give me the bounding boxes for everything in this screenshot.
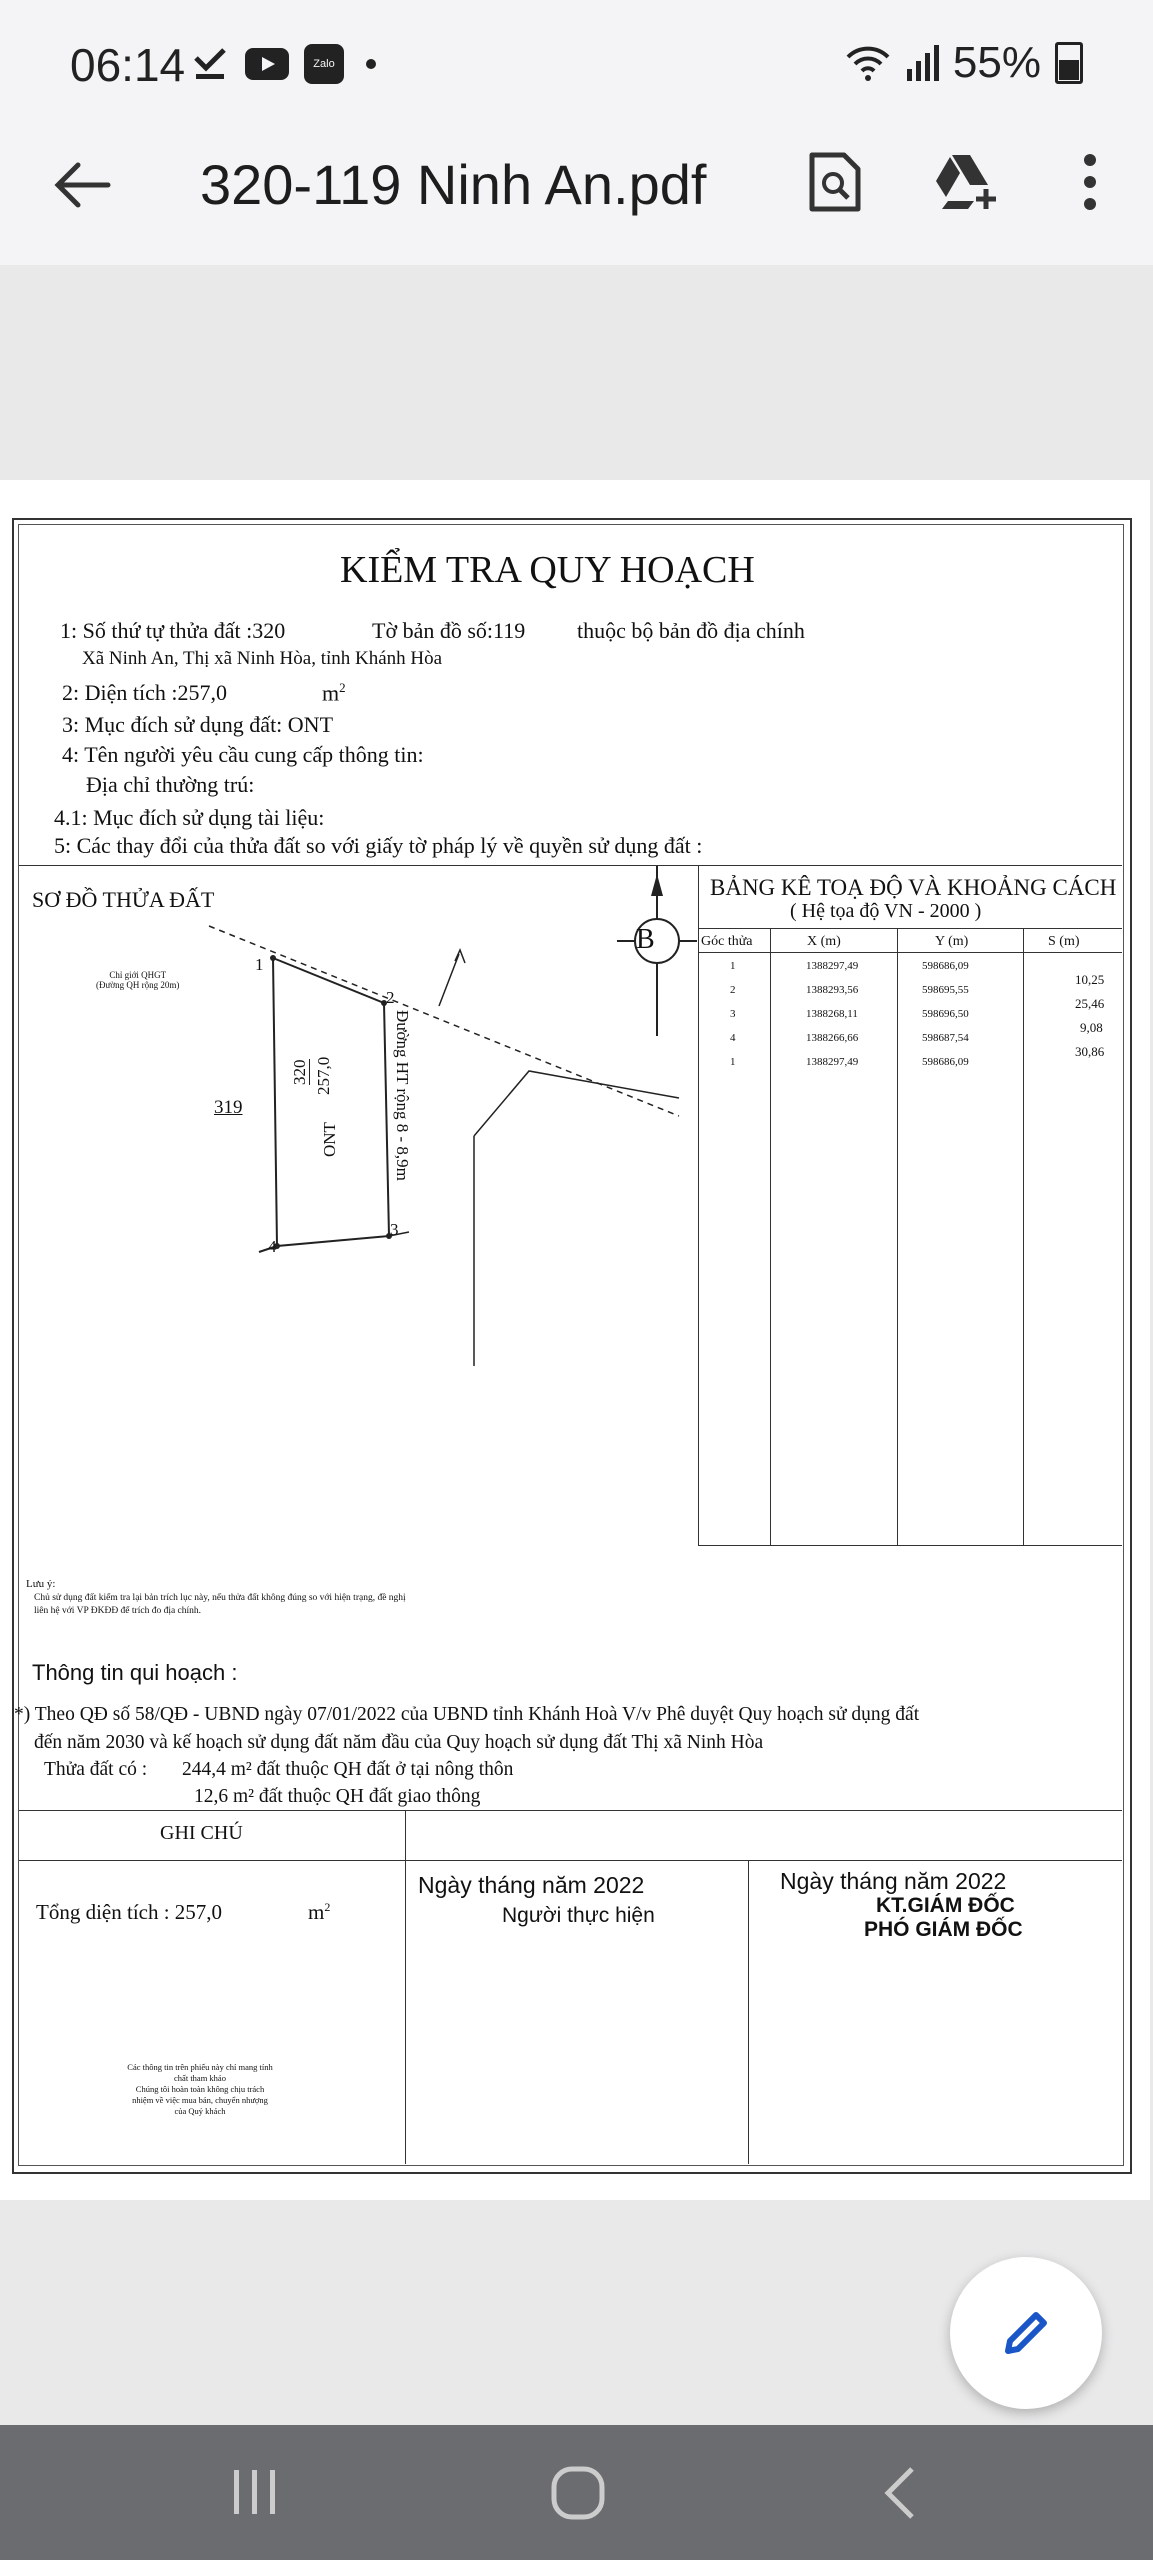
footnote: Các thông tin trên phiếu này chỉ mang tính chất tham khảo Chúng tôi hoàn toàn không chịu trách nhiệm về việc mua bán, chuyển nhượng của Quý khách xyxy=(127,2062,273,2116)
more-options-button[interactable] xyxy=(1050,142,1130,222)
point-2-label: 2 xyxy=(386,988,395,1007)
zalo-icon: Zalo xyxy=(304,44,344,84)
battery-icon xyxy=(1055,42,1083,84)
address-line: Xã Ninh An, Thị xã Ninh Hòa, tỉnh Khánh Hòa xyxy=(82,648,443,669)
date-director: Ngày tháng năm 2022 xyxy=(780,1868,1007,1894)
note-line: liên hệ với VP ĐKĐĐ để trích đo địa chính. xyxy=(34,1606,202,1616)
distance-value: 30,86 xyxy=(1075,1044,1105,1059)
map-sheet-line: Tờ bản đồ số:119 xyxy=(372,618,526,643)
table-line xyxy=(1023,928,1024,1545)
area-unit: $m^2$ xyxy=(322,680,346,706)
signal-icon xyxy=(905,45,939,81)
wifi-icon xyxy=(845,43,891,83)
note-line: Chủ sử dụng đất kiểm tra lại bản trích lục này, nếu thửa đất không đúng so với hiện trạng, đề nghị xyxy=(34,1593,406,1603)
total-area-unit: $m^2$ xyxy=(308,1900,331,1924)
bottom-table-line xyxy=(19,1860,1122,1861)
diagram-title: SƠ ĐỒ THỬA ĐẤT xyxy=(32,887,215,912)
planning-traffic: 12,6 m² đất thuộc QH đất giao thông xyxy=(194,1786,481,1807)
back-nav-icon[interactable] xyxy=(880,2465,920,2521)
distance-value: 9,08 xyxy=(1080,1020,1103,1035)
system-nav-bar xyxy=(0,2425,1153,2560)
recent-apps-icon[interactable] xyxy=(230,2468,280,2516)
more-notifications-dot xyxy=(366,59,376,69)
distance-value: 10,25 xyxy=(1075,972,1105,987)
table-header-y: Y (m) xyxy=(935,934,969,949)
table-line xyxy=(698,952,1122,953)
planning-line: *) Theo QĐ số 58/QĐ - UBND ngày 07/01/2022 của UBND tỉnh Khánh Hoà V/v Phê duyệt Quy hoạch sử dụng đất xyxy=(14,1704,920,1725)
table-subtitle: ( Hệ tọa độ VN - 2000 ) xyxy=(790,900,982,922)
total-area: Tổng diện tích : 257,0 xyxy=(36,1900,223,1924)
more-vert-icon xyxy=(1082,152,1098,212)
changes-line: 5: Các thay đổi của thửa đất so với giấy tờ pháp lý về quyền sử dụng đất : xyxy=(54,833,703,858)
add-to-drive-button[interactable] xyxy=(925,142,1005,222)
residence-line: Địa chỉ thường trú: xyxy=(86,772,255,797)
planning-label: Thửa đất có : xyxy=(44,1759,148,1780)
point-3-label: 3 xyxy=(390,1220,399,1239)
status-bar xyxy=(0,0,1153,130)
map-set-line: thuộc bộ bản đồ địa chính xyxy=(577,618,805,643)
add-to-drive-icon xyxy=(930,151,1000,213)
land-use-line: 3: Mục đích sử dụng đất: ONT xyxy=(62,712,334,737)
pdf-viewer[interactable] xyxy=(0,265,1153,2205)
notes-heading: GHI CHÚ xyxy=(160,1822,243,1844)
search-document-button[interactable] xyxy=(795,142,875,222)
table-line xyxy=(698,928,1122,929)
parcel-diagram xyxy=(19,866,698,1386)
bottom-table-line xyxy=(19,1810,1122,1811)
document-title: 320-119 Ninh An.pdf xyxy=(200,153,707,216)
app-bar xyxy=(0,130,1153,265)
plan-boundary-note: Chỉ giới QHGT (Đường QH rộng 20m) xyxy=(96,970,180,990)
planning-residential: 244,4 m² đất thuộc QH đất ở tại nông thôn xyxy=(182,1759,514,1780)
status-time: 06:14 xyxy=(70,39,186,91)
table-title: BẢNG KÊ TOẠ ĐỘ VÀ KHOẢNG CÁCH xyxy=(710,875,1117,900)
diagram-table-divider xyxy=(698,865,699,1545)
table-header-s: S (m) xyxy=(1048,934,1080,949)
director-line-2: PHÓ GIÁM ĐỐC xyxy=(864,1918,1023,1941)
purpose-line: 4.1: Mục đích sử dụng tài liệu: xyxy=(54,805,325,830)
road-label: Đường HT rộng 8 - 8,9m xyxy=(393,1010,412,1181)
pencil-icon xyxy=(996,2303,1056,2363)
youtube-icon xyxy=(244,47,290,81)
neighbor-parcel-label: 319 xyxy=(214,1097,243,1118)
home-icon[interactable] xyxy=(550,2465,606,2521)
north-arrow-icon xyxy=(617,866,697,1036)
back-arrow-icon[interactable] xyxy=(48,150,118,220)
area-line: 2: Diện tích :257,0 xyxy=(62,680,227,705)
date-performer: Ngày tháng năm 2022 xyxy=(418,1872,645,1898)
point-1-label: 1 xyxy=(255,955,264,974)
table-header-x: X (m) xyxy=(807,934,841,949)
doc-title: KIỂM TRA QUY HOẠCH xyxy=(340,549,755,591)
note-title: Lưu ý: xyxy=(26,1578,56,1590)
parcel-use-label: ONT xyxy=(320,1122,339,1157)
download-done-icon xyxy=(190,44,230,84)
bottom-table-line xyxy=(748,1860,749,2164)
planning-heading: Thông tin qui hoạch : xyxy=(32,1660,238,1685)
edit-fab-button[interactable] xyxy=(950,2257,1102,2409)
performer-label: Người thực hiện xyxy=(502,1904,655,1927)
table-line xyxy=(698,1545,1122,1546)
table-header-corner: Góc thửa xyxy=(701,934,753,949)
distance-value: 25,46 xyxy=(1075,996,1105,1011)
requester-line: 4: Tên người yêu cầu cung cấp thông tin: xyxy=(62,742,424,767)
planning-line: đến năm 2030 và kế hoạch sử dụng đất năm đầu của Quy hoạch sử dụng đất Thị xã Ninh Hòa xyxy=(34,1732,764,1753)
find-in-page-icon xyxy=(808,151,862,213)
parcel-area-label: 257,0 xyxy=(314,1056,333,1095)
parcel-number-label: 320 xyxy=(290,1059,309,1085)
status-right xyxy=(845,38,1083,88)
notification-icons xyxy=(190,44,376,84)
parcel-number-line: 1: Số thứ tự thửa đất :320 xyxy=(60,618,286,643)
director-line-1: KT.GIÁM ĐỐC xyxy=(876,1894,1015,1917)
north-label: B xyxy=(636,924,655,955)
battery-percent: 55% xyxy=(952,38,1041,87)
point-4-label: 4 xyxy=(268,1237,277,1256)
table-line xyxy=(770,928,771,1545)
pdf-page: KIỂM TRA QUY HOẠCH 1: Số thứ tự thửa đất :320 Tờ bản đồ số:119 thuộc bộ bản đồ địa chính Xã Ninh An, Thị xã Ninh Hòa, tỉnh Khánh Hòa 2: Diện tích :257,0 $m^2$ 3: Mục đích sử dụng đất: ONT 4: Tên người yêu cầu cung cấp thông tin: Địa chỉ thường trú: 4.1: Mục đích sử dụng tài liệu: 5: Các thay đổi của thửa đất so với giấy tờ pháp lý về quyền sử dụng đất : SƠ ĐỒ THỬA ĐẤT B Chỉ giới QHGT (Đường QH rộng 20m) 1 2 3 4 319 320 257,0 ONT Đường HT rộng 8 - 8,9m BẢNG KÊ TOẠ ĐỘ VÀ KHOẢNG CÁCH ( Hệ tọa độ VN - 2000 ) Góc thửa X (m) Y (m) S (m) 1 1388297,49 598686,09 2 1388293,56 598695,55 3 1388268,11 598696,50 4 1388266,66 598687,54 1 1388297,49 598686,09 10,25 25,46 9,08 30,86 Lưu ý: Chủ sử dụng đất kiểm tra lại bản trích lục này, nếu thửa đất không đúng so với hiện trạng, đề nghị liên hệ với VP ĐKĐĐ để trích đo địa chính. Thông tin qui hoạch : *) Theo QĐ số 58/QĐ - UBND ngày 07/01/2022 của UBND tỉnh Khánh Hoà V/v Phê duyệt Quy hoạch sử dụng đất đến năm 2030 và kế hoạch sử dụng đất năm đầu của Quy hoạch sử dụng đất Thị xã Ninh Hòa Thửa đất có : 244,4 m² đất thuộc QH đất ở tại nông thôn 12,6 m² đất thuộc QH đất giao thông GHI CHÚ Tổng diện tích : 257,0 $m^2$ Ngày tháng năm 2022 Người thực hiện Ngày tháng năm 2022 KT.GIÁM ĐỐC PHÓ GIÁM ĐỐC Các thông tin trên phiếu này chỉ mang tính chất tham khảo Chúng tôi hoàn toàn không chịu trách nhiệm về việc mua bán, chuyển nhượng của Quý khách xyxy=(0,480,1150,2200)
table-line xyxy=(897,928,898,1545)
bottom-table-line xyxy=(405,1810,406,2164)
